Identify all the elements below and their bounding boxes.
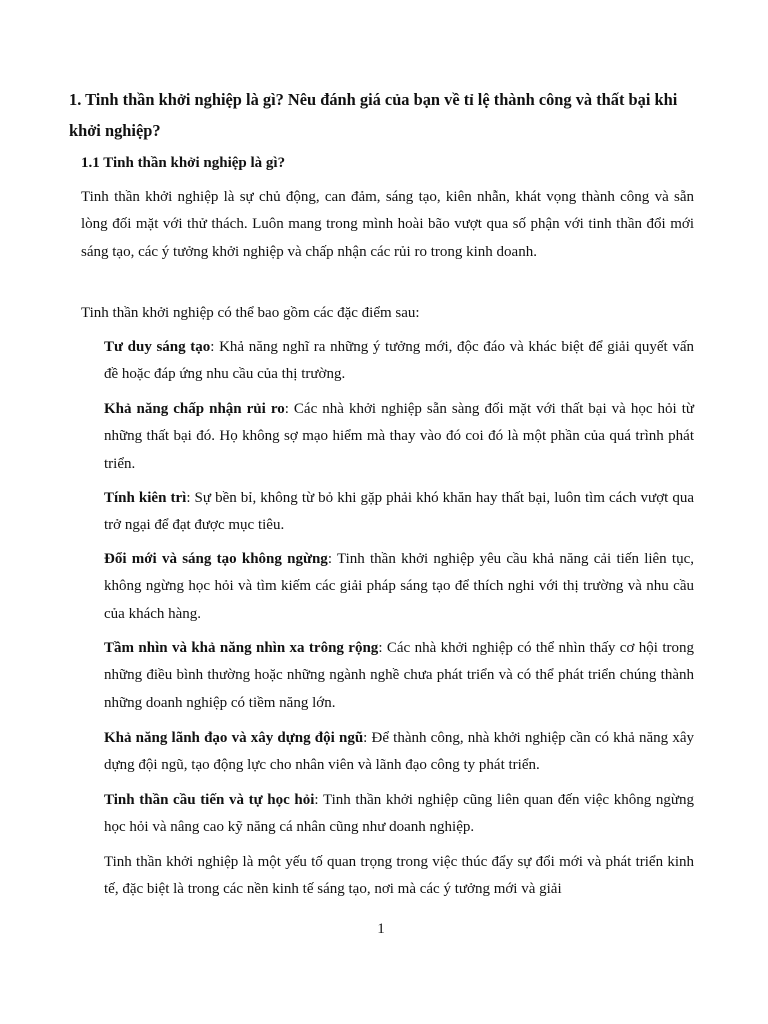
characteristic-text: : Tinh thần khởi nghiệp yêu cầu khả năng cải tiến liên tục, không ngừng học hỏi và tìm kiếm các giải pháp sáng tạo để thích nghi với thị trường và nhu cầu của khách hàng. [104,551,694,622]
subsection-heading: 1.1 Tinh thần khởi nghiệp là gì? [81,155,286,171]
characteristic-text: : Các nhà khởi nghiệp có thể nhìn thấy cơ hội trong những điều bình thường hoặc những ngành nghề chưa phát triển và có thể phát triển chúng thành những doanh nghiệp có tiềm năng lớn. [104,640,694,711]
closing-paragraph: Tinh thần khởi nghiệp là một yếu tố quan trọng trong việc thúc đẩy sự đổi mới và phát triển kinh tế, đặc biệt là trong các nền kinh tế sáng tạo, nơi mà các ý tưởng mới và giải [104,854,694,898]
characteristic-term: Tính kiên trì [104,490,187,506]
characteristic-term: Tầm nhìn và khả năng nhìn xa trông rộng [104,640,379,656]
characteristic-item [104,485,694,540]
characteristic-text: : Sự bền bỉ, không từ bỏ khi gặp phải khó khăn hay thất bại, luôn tìm cách vượt qua trở ngại để đạt được mục tiêu. [104,490,695,534]
characteristic-item [104,635,694,717]
characteristic-text: : Khả năng nghĩ ra những ý tưởng mới, độc đáo và khác biệt để giải quyết vấn đề hoặc đáp ứng nhu cầu của thị trường. [104,339,694,383]
characteristic-item [104,787,694,842]
intro-paragraph: Tinh thần khởi nghiệp là sự chủ động, can đảm, sáng tạo, kiên nhẫn, khát vọng thành công và sẵn lòng đối mặt với thử thách. Luôn mang trong mình hoài bão vượt qua số phận với tinh thần đổi mới sáng tạo, các ý tưởng khởi nghiệp và chấp nhận các rủi ro trong kinh doanh. [81,189,694,260]
characteristic-item [104,396,694,478]
characteristic-item [104,334,694,389]
characteristic-term: Tinh thần cầu tiến và tự học hỏi [104,792,315,808]
characteristic-term: Tư duy sáng tạo [104,339,211,355]
characteristic-term: Đổi mới và sáng tạo không ngừng [104,551,328,567]
characteristic-text: : Tinh thần khởi nghiệp cũng liên quan đến việc không ngừng học hỏi và nâng cao kỹ năng cá nhân cũng như doanh nghiệp. [104,792,694,836]
characteristic-text: : Các nhà khởi nghiệp sẵn sàng đối mặt với thất bại và học hỏi từ những thất bại đó. Họ không sợ mạo hiểm mà thay vào đó coi đó là một phần của quá trình phát triển. [104,401,694,472]
list-intro-paragraph: Tinh thần khởi nghiệp có thể bao gồm các đặc điểm sau: [81,305,420,321]
section-heading: 1. Tinh thần khởi nghiệp là gì? Nêu đánh giá của bạn về tỉ lệ thành công và thất bại khi khởi nghiệp? [69,90,678,140]
characteristic-term: Khả năng chấp nhận rủi ro [104,401,285,417]
characteristic-item [104,546,694,628]
characteristic-term: Khả năng lãnh đạo và xây dựng đội ngũ [104,730,364,746]
page-number: 1 [377,921,385,937]
characteristic-text: : Để thành công, nhà khởi nghiệp cần có khả năng xây dựng đội ngũ, tạo động lực cho nhân viên và lãnh đạo công ty phát triển. [104,730,695,774]
characteristic-item [104,725,694,780]
